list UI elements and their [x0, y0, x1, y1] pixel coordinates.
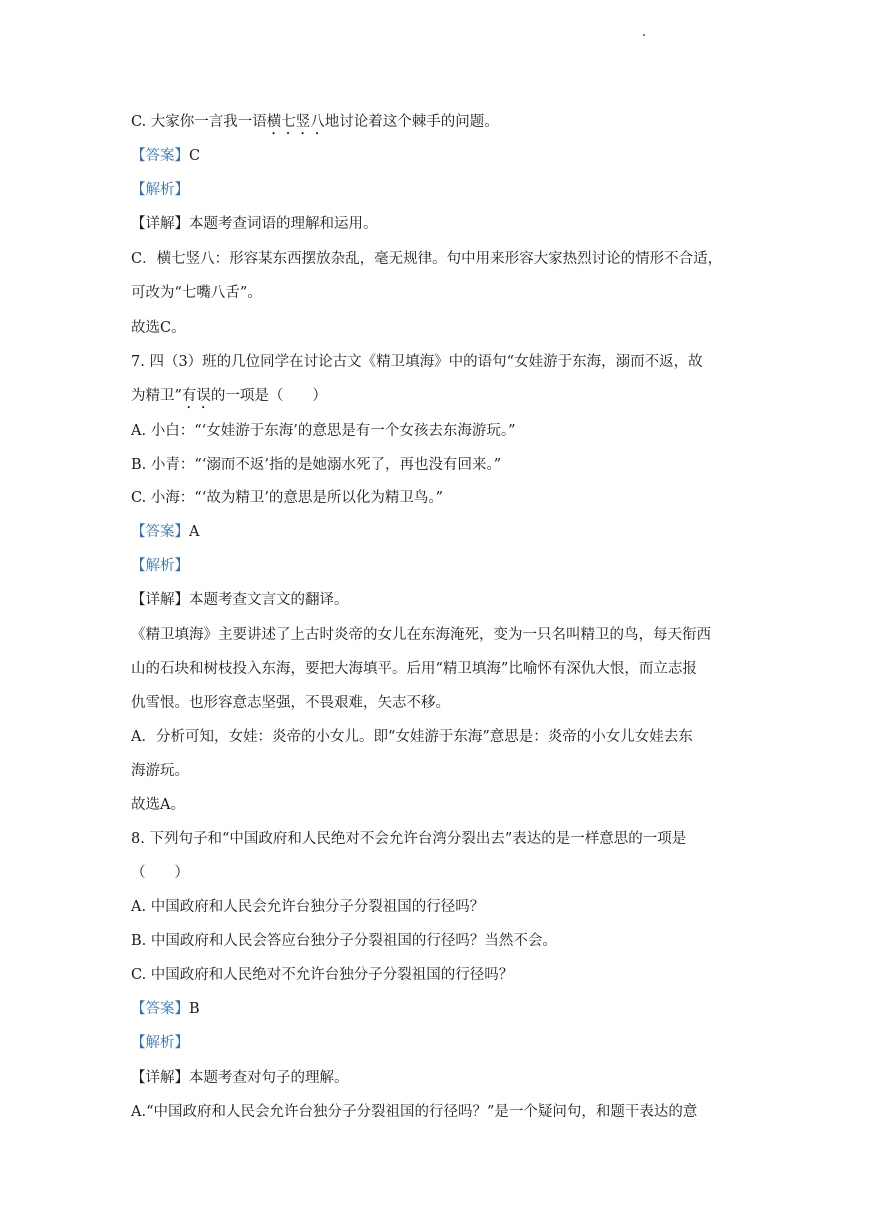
q8-answer: 【答案】B	[131, 1001, 200, 1017]
q7-stem-2: 为精卫”有误的一项是（ ）	[131, 388, 327, 404]
q8-detail: 【详解】本题考查对句子的理解。	[131, 1070, 349, 1086]
emphasis-text: 横七竖八	[266, 114, 325, 130]
q6-analysis-tag: 【解析】	[131, 182, 189, 198]
q7-stem-1: 7. 四（3）班的几位同学在讨论古文《精卫填海》中的语句“女娃游于东海，溺而不返，故	[131, 354, 703, 370]
q8-explanation-1: A.“中国政府和人民会允许台独分子分裂祖国的行径吗？”是一个疑问句，和题干表达的意	[131, 1104, 698, 1120]
q8-analysis-tag: 【解析】	[131, 1035, 189, 1051]
header-dot	[643, 34, 645, 36]
q7-option-b: B. 小青：“‘溺而不返’指的是她溺水死了，再也没有回来。”	[131, 457, 502, 473]
q8-option-b: B. 中国政府和人民会答应台独分子分裂祖国的行径吗？当然不会。	[131, 933, 557, 949]
q6-answer: 【答案】C	[131, 148, 201, 164]
emphasis-text: 有误	[181, 388, 211, 404]
q7-detail: 【详解】本题考查文言文的翻译。	[131, 592, 349, 608]
q7-analysis-tag: 【解析】	[131, 558, 189, 574]
q7-explanation-1: 《精卫填海》主要讲述了上古时炎帝的女儿在东海淹死，变为一只名叫精卫的鸟，每天衔西	[131, 627, 711, 643]
q7-option-a: A. 小白：“‘女娃游于东海’的意思是有一个女孩去东海游玩。”	[131, 423, 516, 439]
q6-final: 故选C。	[131, 320, 186, 336]
q8-stem-2: （ ）	[131, 865, 189, 881]
q7-answer: 【答案】A	[131, 524, 200, 540]
q8-option-c: C. 中国政府和人民绝对不允许台独分子分裂祖国的行径吗？	[131, 967, 514, 983]
q7-option-c: C. 小海：“‘故为精卫’的意思是所以化为精卫鸟。”	[131, 490, 444, 506]
q8-option-a: A. 中国政府和人民会允许台独分子分裂祖国的行径吗？	[131, 899, 485, 915]
q7-explanation-3: 仇雪恨。也形容意志坚强，不畏艰难，矢志不移。	[131, 695, 450, 711]
q6-explanation-1: C．横七竖八：形容某东西摆放杂乱，毫无规律。句中用来形容大家热烈讨论的情形不合适，	[131, 251, 723, 267]
q7-final: 故选A。	[131, 797, 185, 813]
q6-option-c: C. 大家你一言我一语横七竖八地讨论着这个棘手的问题。	[131, 114, 499, 130]
q7-explanation-2: 山的石块和树枝投入东海，要把大海填平。后用“精卫填海”比喻怀有深仇大恨，而立志报	[131, 661, 697, 677]
q6-explanation-2: 可改为“七嘴八舌”。	[131, 285, 262, 301]
q7-explanation-5: 海游玩。	[131, 763, 189, 779]
q7-explanation-4: A．分析可知，女娃：炎帝的小女儿。即“女娃游于东海”意思是：炎帝的小女儿女娃去东	[131, 729, 693, 745]
q6-detail: 【详解】本题考查词语的理解和运用。	[131, 216, 378, 232]
q8-stem-1: 8. 下列句子和“中国政府和人民绝对不会允许台湾分裂出去”表达的是一样意思的一项是	[131, 831, 687, 847]
